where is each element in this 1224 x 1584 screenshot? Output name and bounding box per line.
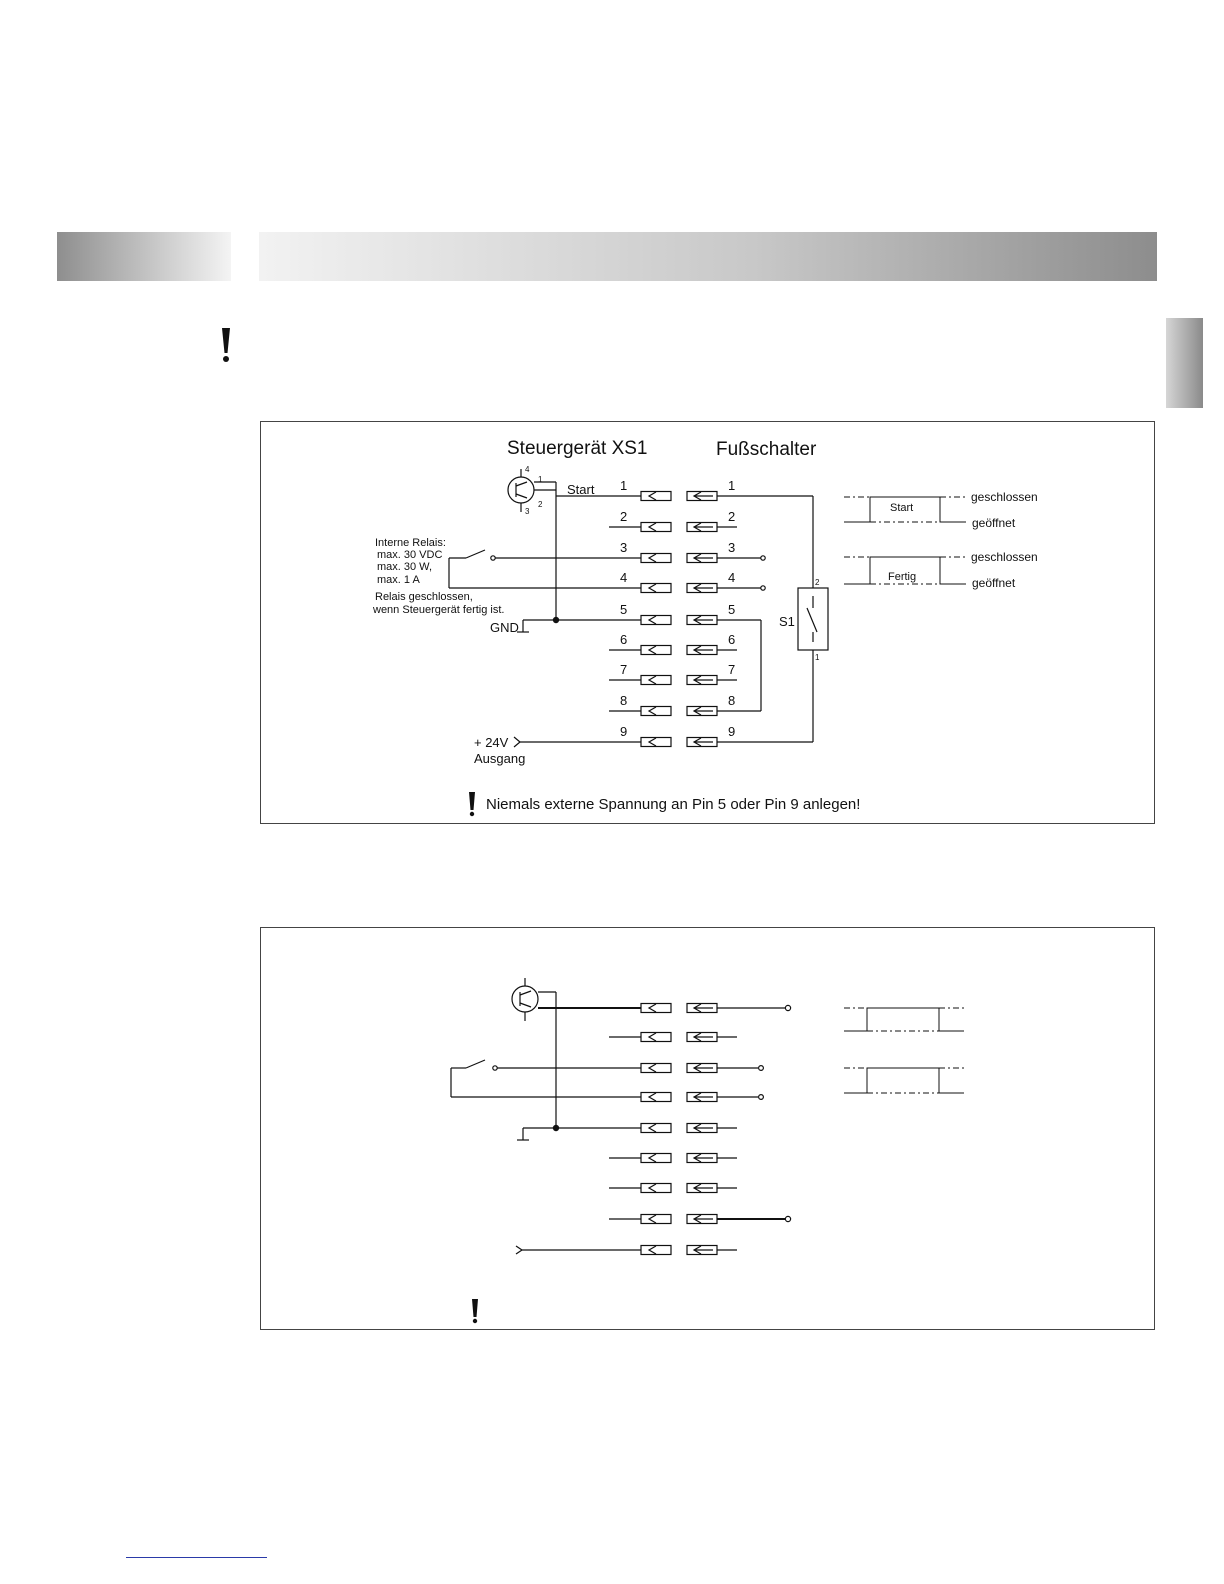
connector-right-mark bbox=[694, 584, 713, 592]
timing-start-high: geschlossen bbox=[971, 490, 1038, 504]
connector-left-mark bbox=[649, 1215, 656, 1223]
connector-left-mark bbox=[649, 1004, 656, 1012]
footnote-rule bbox=[126, 1557, 267, 1558]
pin-label-right: 6 bbox=[728, 632, 736, 647]
connector-right-mark bbox=[694, 646, 713, 654]
warning-exclamation-icon bbox=[472, 1299, 478, 1323]
connector-right-mark bbox=[694, 676, 713, 684]
connector-right-mark bbox=[694, 554, 713, 562]
device-title: Steuergerät XS1 bbox=[507, 438, 648, 459]
pin-label-right: 2 bbox=[728, 509, 736, 524]
pin-label-left: 6 bbox=[620, 632, 628, 647]
pin-label-left: 8 bbox=[620, 693, 628, 708]
connector-left-mark bbox=[649, 616, 656, 624]
pin-label-left: 7 bbox=[620, 662, 628, 677]
connector-left bbox=[641, 554, 671, 563]
connector-right-mark bbox=[694, 1093, 713, 1101]
switch-title: Fußschalter bbox=[716, 439, 817, 460]
connector-right-mark bbox=[694, 523, 713, 531]
transistor-pin-1: 1 bbox=[538, 475, 543, 484]
pin-label-left: 5 bbox=[620, 602, 628, 617]
relay-note-1: Interne Relais: bbox=[375, 537, 446, 549]
transistor-pin-3: 3 bbox=[525, 507, 530, 516]
timing-start-low: geöffnet bbox=[972, 516, 1016, 530]
connector-right-mark bbox=[694, 738, 713, 746]
supply-label: + 24V bbox=[474, 735, 509, 750]
start-label: Start bbox=[567, 482, 595, 497]
header-bar-left bbox=[57, 232, 231, 281]
connector-right-mark bbox=[694, 1246, 713, 1254]
timing-ready-low: geöffnet bbox=[972, 576, 1016, 590]
supply-sub-label: Ausgang bbox=[474, 751, 526, 766]
connector-right-mark bbox=[694, 1154, 713, 1162]
pin-label-right: 7 bbox=[728, 662, 736, 677]
pin-label-left: 1 bbox=[620, 478, 628, 493]
pin-label-right: 5 bbox=[728, 602, 736, 617]
transistor-pin-4: 4 bbox=[525, 465, 530, 474]
connector-right-mark bbox=[694, 616, 713, 624]
connector-left-mark bbox=[649, 554, 656, 562]
connector-right-mark bbox=[694, 1184, 713, 1192]
connector-left bbox=[641, 1033, 671, 1042]
connector-right-mark bbox=[694, 707, 713, 715]
timing-ready-pulse: Fertig bbox=[888, 571, 917, 583]
connector-left bbox=[641, 738, 671, 747]
connector-right-mark bbox=[694, 1064, 713, 1072]
connector-left-mark bbox=[649, 523, 656, 531]
connector-left bbox=[641, 646, 671, 655]
warning-exclamation-icon bbox=[216, 326, 236, 366]
connector-left-mark bbox=[649, 738, 656, 746]
connector-left-mark bbox=[649, 1184, 656, 1192]
chapter-tab bbox=[1166, 318, 1203, 408]
warning-text: Niemals externe Spannung an Pin 5 oder Pin 9 anlegen! bbox=[486, 796, 861, 813]
pin-label-right: 1 bbox=[728, 478, 736, 493]
connector-left bbox=[641, 492, 671, 501]
connector-right-mark bbox=[694, 1124, 713, 1132]
timing-start-pulse: Start bbox=[890, 502, 914, 514]
pin-label-left: 3 bbox=[620, 540, 628, 555]
connector-left-mark bbox=[649, 584, 656, 592]
connector-left bbox=[641, 1215, 671, 1224]
relay-note-4: max. 1 A bbox=[377, 574, 420, 586]
switch-pin-bottom: 1 bbox=[815, 653, 820, 662]
pin-label-left: 9 bbox=[620, 724, 628, 739]
connector-left-mark bbox=[649, 1154, 656, 1162]
connector-left-mark bbox=[649, 492, 656, 500]
pin-label-right: 9 bbox=[728, 724, 736, 739]
relay-note-3: max. 30 W, bbox=[377, 561, 433, 573]
connector-left bbox=[641, 523, 671, 532]
connector-left-mark bbox=[649, 707, 656, 715]
connector-left bbox=[641, 1154, 671, 1163]
connector-left bbox=[641, 1093, 671, 1102]
connector-left bbox=[641, 1064, 671, 1073]
connector-right-mark bbox=[694, 1033, 713, 1041]
warning-exclamation-icon bbox=[469, 792, 475, 816]
connector-left-mark bbox=[649, 1033, 656, 1041]
wiring-diagram-labelled bbox=[260, 421, 1155, 824]
relay-note-2: max. 30 VDC bbox=[377, 549, 443, 561]
gnd-label: GND bbox=[490, 620, 519, 635]
connector-left bbox=[641, 1246, 671, 1255]
relay-closed-note-2: wenn Steuergerät fertig ist. bbox=[373, 604, 505, 616]
wiring-diagram-blank bbox=[260, 927, 1155, 1330]
transistor-pin-2: 2 bbox=[538, 500, 543, 509]
relay-closed-note-1: Relais geschlossen, bbox=[375, 591, 473, 603]
pin-label-left: 4 bbox=[620, 570, 628, 585]
connector-right-mark bbox=[694, 1004, 713, 1012]
switch-pin-top: 2 bbox=[815, 578, 820, 587]
pin-label-right: 4 bbox=[728, 570, 736, 585]
switch-label: S1 bbox=[779, 614, 795, 629]
connector-left-mark bbox=[649, 676, 656, 684]
header-bar-main bbox=[259, 232, 1157, 281]
connector-left bbox=[641, 1004, 671, 1013]
connector-left bbox=[641, 676, 671, 685]
connector-left-mark bbox=[649, 1246, 656, 1254]
pin-label-right: 8 bbox=[728, 693, 736, 708]
connector-right-mark bbox=[694, 1215, 713, 1223]
connector-left-mark bbox=[649, 646, 656, 654]
connector-left bbox=[641, 707, 671, 716]
timing-ready-high: geschlossen bbox=[971, 550, 1038, 564]
connector-left bbox=[641, 584, 671, 593]
connector-left bbox=[641, 616, 671, 625]
pin-label-right: 3 bbox=[728, 540, 736, 555]
connector-right-mark bbox=[694, 492, 713, 500]
connector-left-mark bbox=[649, 1064, 656, 1072]
connector-left bbox=[641, 1184, 671, 1193]
connector-left bbox=[641, 1124, 671, 1133]
pin-label-left: 2 bbox=[620, 509, 628, 524]
connector-left-mark bbox=[649, 1093, 656, 1101]
connector-left-mark bbox=[649, 1124, 656, 1132]
